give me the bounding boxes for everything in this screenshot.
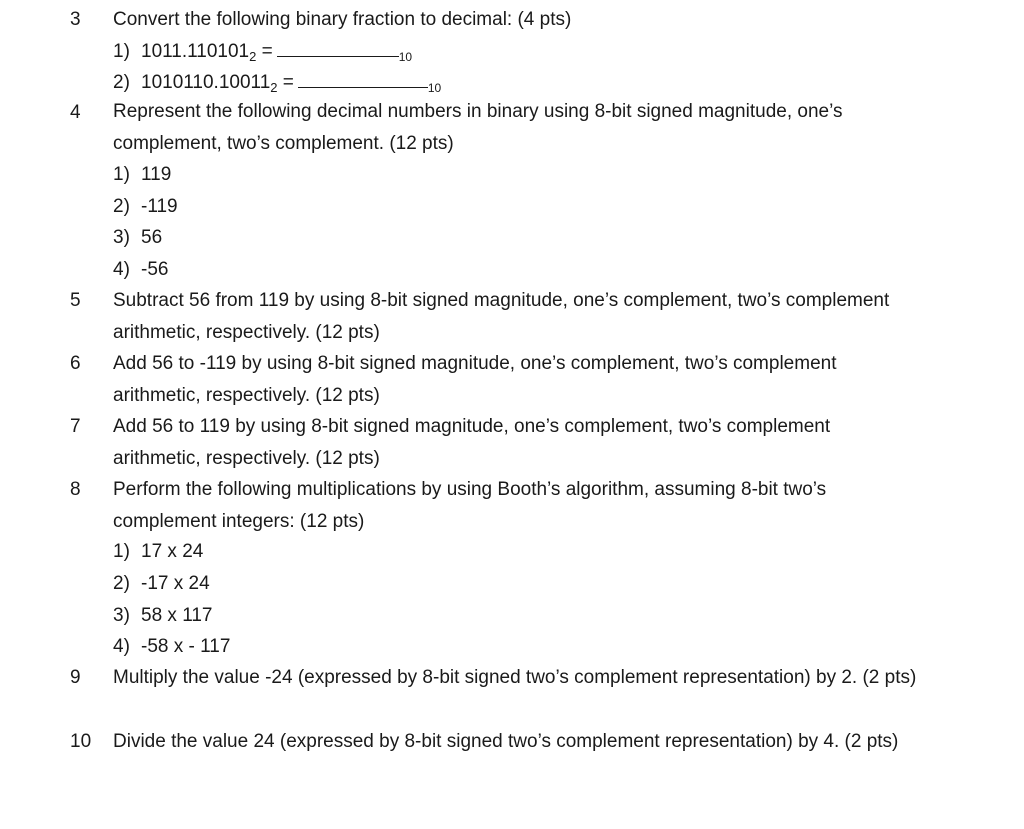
sub-item	[113, 631, 230, 662]
sub-item	[113, 222, 162, 253]
question-number: 9	[70, 667, 81, 688]
answer-blank[interactable]	[298, 69, 428, 88]
question-text: Subtract 56 from 119 by using 8-bit signed magnitude, one’s complement, two’s complement arithmetic, respectively. (12 pts)	[113, 290, 890, 343]
question-number: 3	[70, 9, 81, 30]
sub-item	[113, 600, 212, 631]
question-text: Add 56 to 119 by using 8-bit signed magnitude, one’s complement, two’s complement arithmetic, respectively. (12 pts)	[113, 416, 831, 469]
question-text: Add 56 to -119 by using 8-bit signed magnitude, one’s complement, two’s complement arithmetic, respectively. (12 pts)	[113, 353, 837, 406]
sub-item	[113, 159, 171, 190]
sub-item-index: 1)	[113, 41, 130, 62]
sub-item-value: 119	[141, 164, 172, 185]
question-number: 4	[70, 102, 81, 123]
sub-item-index: 3)	[113, 605, 130, 626]
equals-sign: =	[277, 72, 294, 93]
sub-item-index: 1)	[113, 164, 130, 185]
sub-item-index: 1)	[113, 541, 130, 562]
sub-item-index: 2)	[113, 196, 130, 217]
question-text: Convert the following binary fraction to decimal: (4 pts)	[113, 9, 572, 30]
question-number: 7	[70, 416, 81, 437]
sub-item-index: 3)	[113, 227, 130, 248]
question-number: 8	[70, 479, 81, 500]
sub-item-index: 2)	[113, 573, 130, 594]
sub-item-value: -56	[141, 259, 169, 280]
question-text: Divide the value 24 (expressed by 8-bit signed two’s complement representation) by 4. (2 pts)	[113, 731, 899, 752]
sub-item-value: -58 x - 117	[141, 636, 231, 657]
sub-item-value: 58 x 117	[141, 605, 213, 626]
radix-subscript: 2	[270, 80, 278, 95]
result-base: 10	[398, 50, 413, 64]
question-number: 10	[70, 731, 92, 752]
sub-item	[113, 536, 203, 567]
sub-item-index: 2)	[113, 72, 130, 93]
sub-item	[113, 568, 210, 599]
question-number: 6	[70, 353, 81, 374]
radix-subscript: 2	[249, 49, 257, 64]
sub-item	[113, 254, 168, 285]
binary-value: 1010110.10011	[141, 72, 271, 93]
sub-item-value: 56	[141, 227, 163, 248]
question-text: Perform the following multiplications by using Booth’s algorithm, assuming 8-bit two’s complement integers: (12 pts)	[113, 479, 827, 532]
sub-item-index: 4)	[113, 259, 130, 280]
equals-sign: =	[256, 41, 273, 62]
question-text: Represent the following decimal numbers in binary using 8-bit signed magnitude, one’s complement, two’s complement. (12 pts)	[113, 101, 843, 154]
sub-item	[113, 191, 178, 222]
sub-item-value: -17 x 24	[141, 573, 210, 594]
answer-blank[interactable]	[277, 38, 399, 57]
result-base: 10	[427, 81, 442, 95]
binary-value: 1011.110101	[141, 41, 250, 62]
sub-item-index: 4)	[113, 636, 130, 657]
sub-item-value: -119	[141, 196, 178, 217]
question-number: 5	[70, 290, 81, 311]
sub-item-value: 17 x 24	[141, 541, 204, 562]
question-text: Multiply the value -24 (expressed by 8-bit signed two’s complement representation) by 2. (2 pts)	[113, 667, 917, 688]
